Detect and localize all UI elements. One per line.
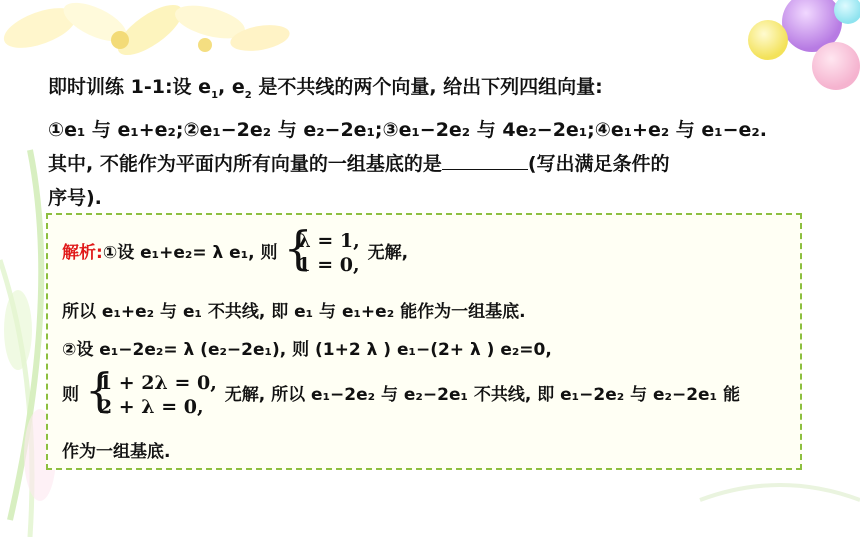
problem-label: 即时训练 1-1 [48,76,165,98]
problem-line-3: 其中, 不能作为平面内所有向量的一组基底的是 (写出满足条件的 [48,152,670,175]
flower-decoration [0,0,292,64]
equation-system-1: { λ = 1, 1 = 0, [283,221,360,276]
solution-line-3: ②设 e₁−2e₂= λ (e₂−2e₁), 则 (1+2 λ ) e₁−(2+ λ ) e₂=0, [62,340,552,360]
problem-statement [48,70,828,215]
answer-blank [442,151,528,170]
solution-line-1: 解析:①设 e₁+e₂= λ e₁, 则 { λ = 1, 1 = 0, 无解, [62,221,409,276]
equation-system-2: { 1 + 2λ = 0, 2 + λ = 0, [84,363,217,418]
solution-box [46,213,802,470]
problem-line-2: ①e₁ 与 e₁+e₂;②e₁−2e₂ 与 e₂−2e₁;③e₁−2e₂ 与 4e₂−2e₁;④e₁+e₂ 与 e₁−e₂. [48,118,767,141]
solution-line-2: 所以 e₁+e₂ 与 e₁ 不共线, 即 e₁ 与 e₁+e₂ 能作为一组基底. [62,302,526,322]
problem-line-4: 序号). [48,186,102,209]
solution-label: 解析: [62,243,103,263]
solution-line-5: 作为一组基底. [62,442,171,462]
problem-line-1: 即时训练 1-1:设 $e_1$, $e_2$ 是不共线的两个向量, 给出下列四组向量: [48,76,603,101]
solution-line-4: 则 { 1 + 2λ = 0, 2 + λ = 0, 无解, 所以 e₁−2e₂ 与 e₂−2e₁ 不共线, 即 e₁−2e₂ 与 e₂−2e₁ 能 [62,363,740,418]
